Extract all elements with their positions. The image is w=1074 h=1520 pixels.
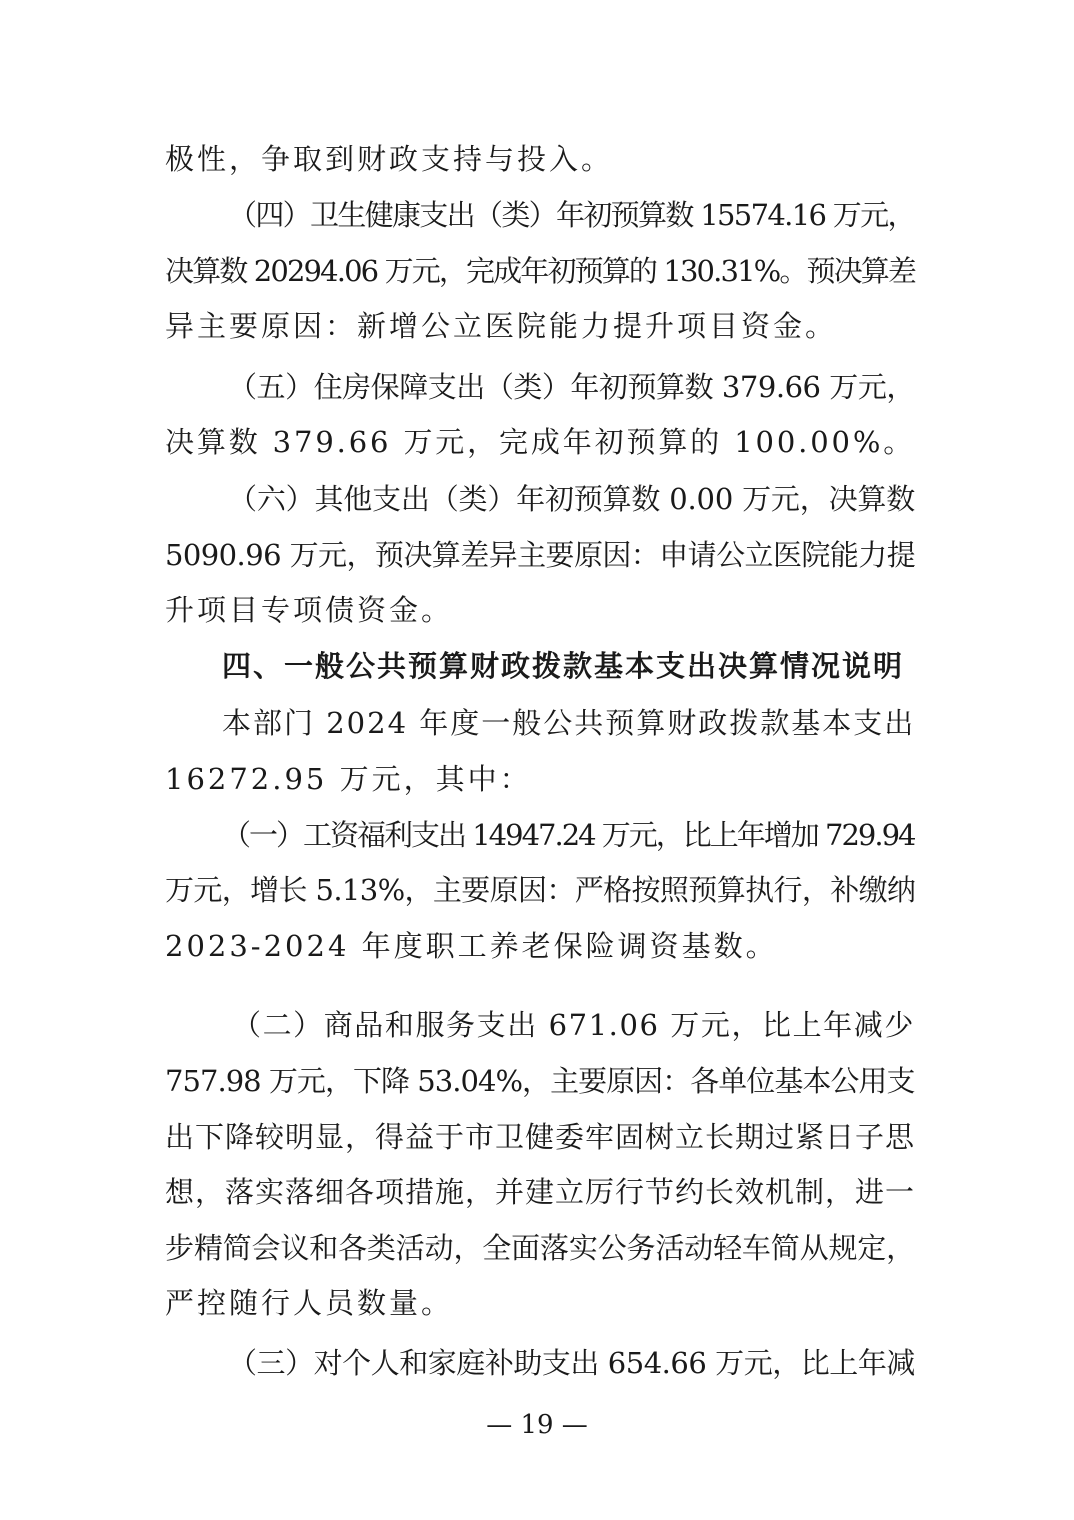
text-line: 本部门 2024 年度一般公共预算财政拨款基本支出 (222, 706, 916, 740)
text-line: 异主要原因：新增公立医院能力提升项目资金。 (165, 309, 838, 343)
text-line: 决算数 379.66 万元，完成年初预算的 100.00%。 (165, 425, 916, 459)
text-line: 步精简会议和各类活动，全面落实公务活动轻车简从规定， (165, 1231, 916, 1265)
text-line: （三）对个人和家庭补助支出 654.66 万元，比上年减 (228, 1346, 915, 1380)
text-line: 严控随行人员数量。 (165, 1286, 454, 1320)
text-line: 想，落实落细各项措施，并建立厉行节约长效机制，进一 (165, 1175, 916, 1209)
text-line: 16272.95 万元，其中： (165, 762, 532, 796)
text-line: 决算数 20294.06 万元，完成年初预算的 130.31%。预决算差 (165, 254, 916, 288)
text-line: 升项目专项债资金。 (165, 593, 454, 627)
text-line: 2023-2024 年度职工养老保险调资基数。 (165, 929, 778, 963)
text-line: （六）其他支出（类）年初预算数 0.00 万元，决算数 (228, 482, 916, 516)
text-line: （五）住房保障支出（类）年初预算数 379.66 万元， (228, 370, 915, 404)
text-line: 极性，争取到财政支持与投入。 (165, 142, 614, 176)
text-line: （四）卫生健康支出（类）年初预算数 15574.16 万元， (228, 198, 915, 232)
text-line: 5090.96 万元，预决算差异主要原因：申请公立医院能力提 (165, 538, 916, 572)
text-line: （一）工资福利支出 14947.24 万元，比上年增加 729.94 (222, 818, 915, 852)
text-line: 出下降较明显，得益于市卫健委牢固树立长期过紧日子思 (165, 1120, 916, 1154)
text-line: 757.98 万元，下降 53.04%，主要原因：各单位基本公用支 (165, 1064, 915, 1098)
section-heading: 四、一般公共预算财政拨款基本支出决算情况说明 (222, 649, 905, 683)
text-line: 万元，增长 5.13%，主要原因：严格按照预算执行，补缴纳 (165, 873, 916, 907)
page-number: — 19 — (486, 1410, 588, 1440)
text-line: （二）商品和服务支出 671.06 万元，比上年减少 (232, 1008, 915, 1042)
